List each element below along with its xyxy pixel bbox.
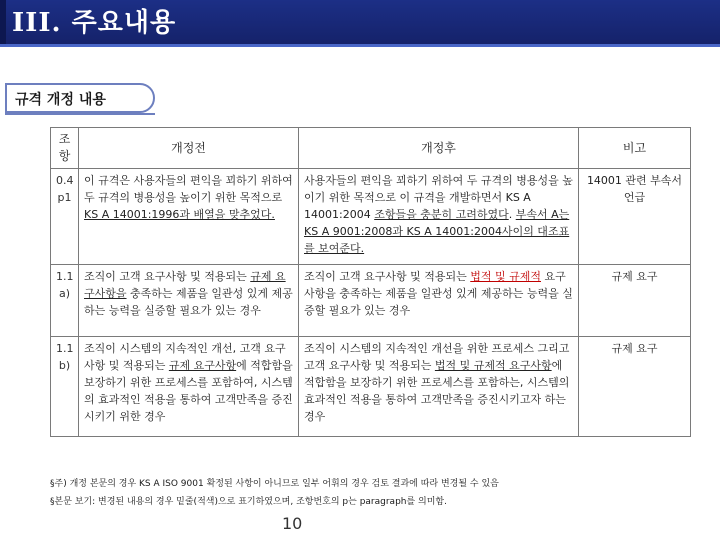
footnote-1: §주) 개정 본문의 경우 KS A ISO 9001 확정된 사항이 아니므로 일부 어휘의 경우 검토 결과에 따라 변경될 수 있음 [50, 479, 499, 489]
section-label: 규격 개정 내용 [15, 92, 106, 108]
text-segment: 요구사항을 충족하는 제품을 일관성 있게 제공하는 능력을 실증할 필요가 있는 경우 [304, 270, 573, 317]
table-row [51, 169, 691, 265]
text-segment: 조직이 시스템의 지속적인 개선을 위한 프로세스 그리고 고객 요구사항 및 적용되는 [304, 342, 570, 372]
changed-text: KS A 14001:1996 [84, 208, 180, 221]
changed-text: 조항들을 충분히 고려하였다 [374, 208, 509, 221]
before-text-cell [79, 169, 299, 265]
section-underline [5, 113, 155, 115]
clause-cell [51, 169, 79, 265]
before-text-cell [79, 337, 299, 437]
clause-number: p1 [57, 191, 72, 204]
note-cell: 규제 요구 [579, 337, 691, 437]
text-segment: 조직이 고객 요구사항 및 적용되는 [84, 270, 251, 283]
section-badge [5, 83, 155, 113]
page-title: III. 주요내용 [12, 8, 177, 38]
after-text-cell [299, 265, 579, 337]
column-header-after: 개정후 [299, 128, 579, 169]
column-header-before: 개정전 [79, 128, 299, 169]
clause-cell [51, 265, 79, 337]
revision-table [50, 127, 691, 437]
changed-text: 과 배열을 맞추었다. [179, 208, 275, 221]
text-segment: 이 규격은 사용자들의 편익을 꾀하기 위하여 두 규격의 병용성을 높이기 위한 목적으로 [84, 174, 293, 204]
changed-text: 규제 요구사항을 [84, 270, 286, 300]
text-segment: 조직이 고객 요구사항 및 적용되는 [304, 270, 471, 283]
note-cell: 규제 요구 [579, 265, 691, 337]
after-text-cell [299, 169, 579, 265]
table-row [51, 337, 691, 437]
title-accent-bar [0, 0, 6, 44]
changed-text: 규제 요구사항 [168, 359, 237, 372]
clause-number: a) [58, 287, 71, 300]
changed-text: 법적 및 규제적 [470, 270, 541, 283]
clause-number: b) [58, 359, 71, 372]
before-text-cell [79, 265, 299, 337]
column-header-note: 비고 [579, 128, 691, 169]
text-segment: 사용자들의 편익을 꾀하기 위하여 두 규격의 병용성을 높이기 위한 목적으로 이 규격을 개발하면서 KS A 14001:2004 [304, 174, 573, 221]
text-segment: 조직이 시스템의 지속적인 개선, 고객 요구사항 및 적용되는 [84, 342, 286, 372]
title-divider [0, 44, 720, 47]
note-cell: 14001 관련 부속서 언급 [579, 169, 691, 265]
changed-text: 부속서 A는 KS A 9001:2008과 KS A 14001:2004사이의 대조표를 보여준다. [304, 208, 570, 255]
table-row [51, 265, 691, 337]
text-segment: 충족하는 제품을 일관성 있게 제공하는 능력을 실증할 필요가 있는 경우 [84, 287, 293, 317]
changed-text: 법적 및 규제적 요구사항 [434, 359, 552, 372]
text-segment: . [508, 208, 516, 221]
column-header-clause: 조항 [51, 128, 79, 169]
table-header-row [51, 128, 691, 169]
clause-cell [51, 337, 79, 437]
page-number: 10 [282, 514, 303, 533]
clause-number: 1.1 [56, 270, 74, 283]
text-segment: 에 적합함을 보장하기 위한 프로세스를 포함하여, 시스템의 효과적인 적용을 통하여 고객만족을 증진시키기 위한 경우 [84, 359, 293, 423]
text-segment: 에 적합함을 보장하기 위한 프로세스를 포함하는, 시스템의 효과적인 적용을 통하여 고객만족을 증진시키고자 하는 경우 [304, 359, 570, 423]
clause-number: 1.1 [56, 342, 74, 355]
clause-number: 0.4 [56, 174, 74, 187]
after-text-cell [299, 337, 579, 437]
footnote-2: §본문 보기: 변경된 내용의 경우 밑줄(적색)으로 표기하였으며, 조항번호의 p는 paragraph를 의미함. [50, 497, 447, 507]
title-bar [0, 0, 720, 44]
